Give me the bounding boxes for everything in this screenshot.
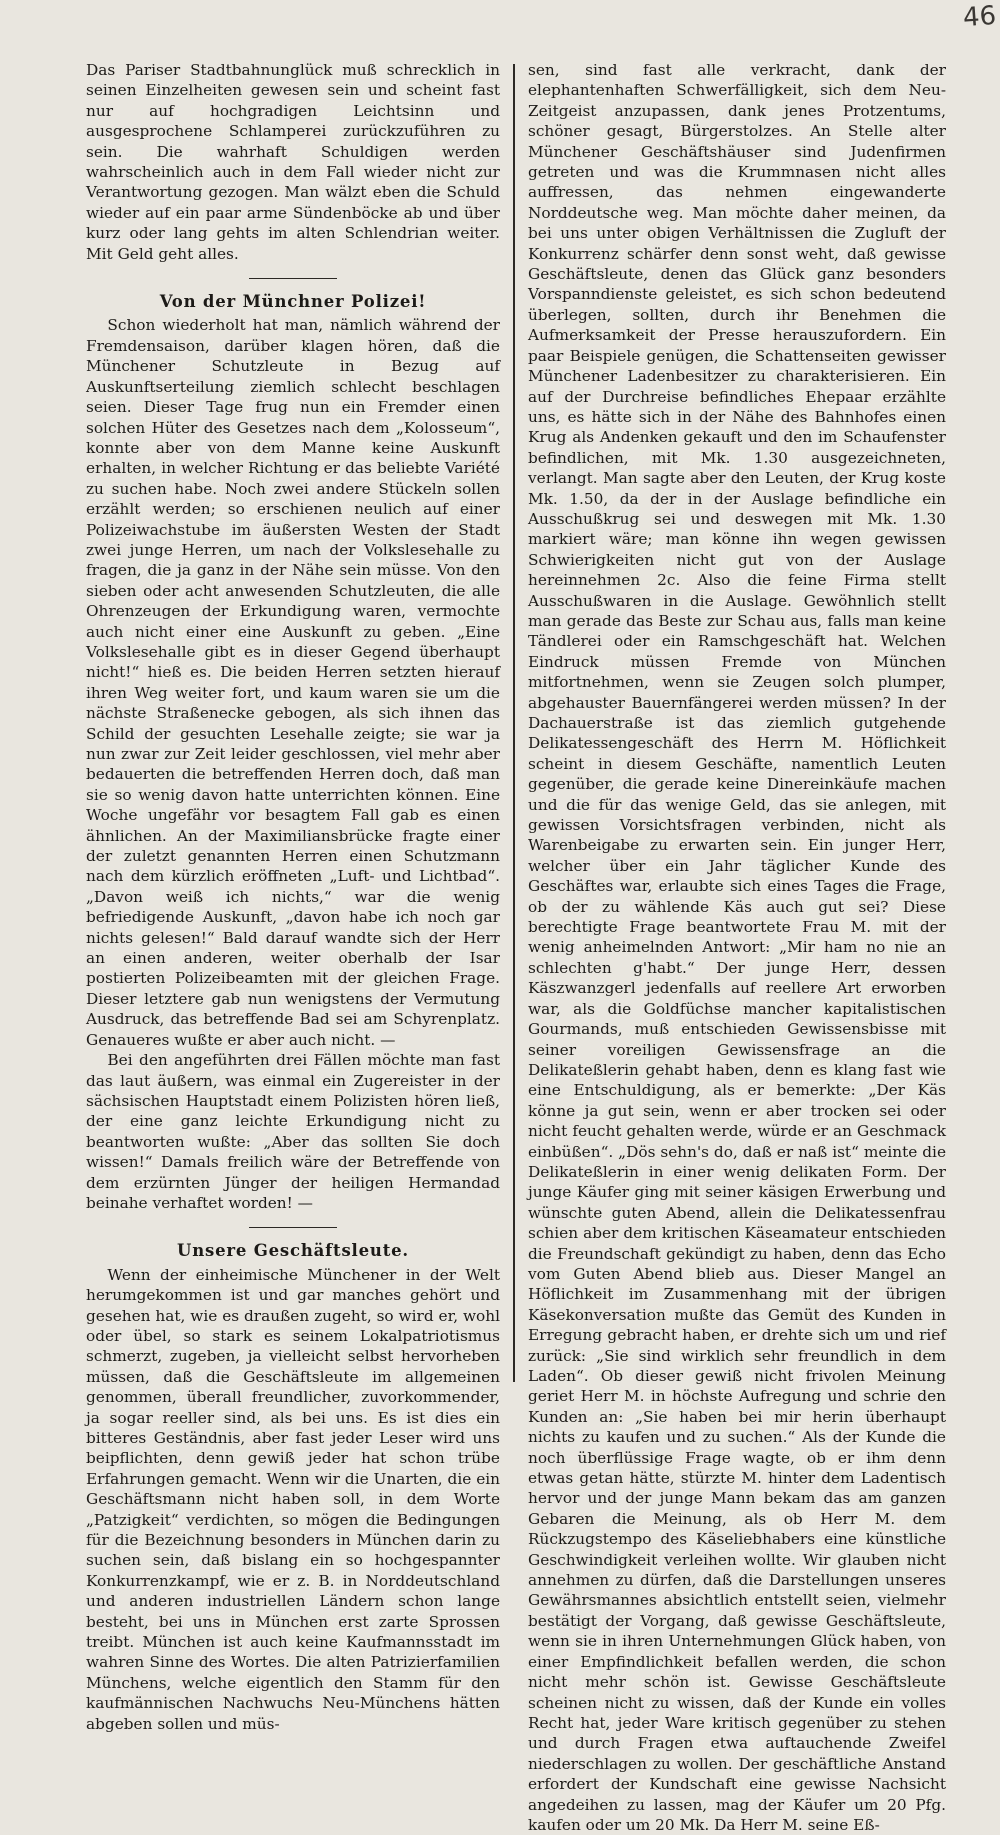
section-divider	[249, 1227, 337, 1228]
article-paris-accident: Das Pariser Stadtbahnunglück muß schrecklich in seinen Einzelheiten gewesen sein und scheint fast nur auf hochgradigen Leichtsinn und ausgesprochene Schlamperei zurückzuführen zu sein. Die wahrhaft Schuldigen werden wahrscheinlich auch in dem Fall wieder nicht zur Verantwortung gezogen. Man wälzt eben die Schuld wieder auf ein paar arme Sündenböcke ab und über kurz oder lang gehts im alten Schlendrian weiter. Mit Geld geht alles.	[86, 61, 500, 263]
left-column	[86, 60, 500, 1733]
right-column	[528, 60, 946, 1834]
heading-our-businesspeople: Unsere Geschäftsleute.	[177, 1241, 409, 1261]
column-divider	[513, 64, 515, 1382]
section-divider	[249, 278, 337, 279]
article-police-paragraph-1: Schon wiederholt hat man, nämlich während der Fremdensaison, darüber klagen hören, daß die Münchener Schutzleute in Bezug auf Auskunftserteilung ziemlich schlecht beschlagen seien. Dieser Tage frug nun ein Fremder einen solchen Hüter des Gesetzes nach dem „Kolosseum“, konnte aber von dem Manne keine Auskunft erhalten, in welcher Richtung er das beliebte Variété zu suchen habe. Noch zwei andere Stückeln sollen erzählt werden; so erschienen neulich auf einer Polizeiwachstube im äußersten Westen der Stadt zwei junge Herren, um nach der Volkslesehalle zu fragen, die ja ganz in der Nähe sein müsse. Von den sieben oder acht anwesenden Schutzleuten, die alle Ohrenzeugen der Erkundigung waren, vermochte auch nicht einer eine Auskunft zu geben. „Eine Volkslesehalle gibt es in dieser Gegend überhaupt nicht!“ hieß es. Die beiden Herren setzten hierauf ihren Weg weiter fort, und kaum waren sie um die nächste Straßenecke gebogen, als sich ihnen das Schild der gesuchten Lesehalle zeigte; sie war ja nun zwar zur Zeit leider geschlossen, viel mehr aber bedauerten die betreffenden Herren doch, daß man sie so wenig davon hatte unterrichten können. Eine Woche ungefähr vor besagtem Fall gab es einen ähnlichen. An der Maximiliansbrücke fragte einer der zuletzt genannten Herren einen Schutzmann nach dem kürzlich eröffneten „Luft- und Lichtbad“. „Davon weiß ich nichts,“ war die wenig befriedigende Auskunft, „davon habe ich noch gar nichts gelesen!“ Bald darauf wandte sich der Herr an einen anderen, weiter oberhalb der Isar postierten Polizeibeamten mit der gleichen Frage. Dieser letztere gab nun wenigstens der Vermutung Ausdruck, das betreffende Bad sei am Schyrenplatz. Genaueres wußte er aber auch nicht. —	[86, 316, 500, 1049]
article-police-paragraph-2: Bei den angeführten drei Fällen möchte man fast das laut äußern, was einmal ein Zugereister in der sächsischen Hauptstadt einem Polizisten hören ließ, der eine ganz leichte Erkundigung nicht zu beantworten wußte: „Aber das sollten Sie doch wissen!“ Damals freilich wäre der Betreffende von dem erzürnten Jünger der heiligen Hermandad beinahe verhaftet worden! —	[86, 1051, 500, 1212]
heading-munich-police: Von der Münchner Polizei!	[159, 292, 427, 312]
article-business-continued: sen, sind fast alle verkracht, dank der elephantenhaften Schwerfälligkeit, sich dem Neu-Zeitgeist anzupassen, dank jenes Protzentums, schöner gesagt, Bürgerstolzes. An Stelle alter Münchener Geschäftshäuser sind Judenfirmen getreten und was die Krummnasen nicht alles auffressen, das nehmen eingewanderte Norddeutsche weg. Man möchte daher meinen, da bei uns unter obigen Verhältnissen die Zugluft der Konkurrenz schärfer denn sonst weht, daß gewisse Geschäftsleute, denen das Glück ganz besonders Vorspanndienste geleistet, es sich schon bedeutend überlegen, sollten, durch ihr Benehmen die Aufmerksamkeit der Presse herauszufordern. Ein paar Beispiele genügen, die Schattenseiten gewisser Münchener Ladenbesitzer zu charakterisieren. Ein auf der Durchreise befindliches Ehepaar erzählte uns, es hätte sich in der Nähe des Bahnhofes einen Krug als Andenken gekauft und den im Schaufenster befindlichen, mit Mk. 1.30 ausgezeichneten, verlangt. Man sagte aber den Leuten, der Krug koste Mk. 1.50, da der in der Auslage befindliche ein Ausschußkrug sei und deswegen mit Mk. 1.30 markiert wäre; man könne ihn wegen gewissen Schwierigkeiten nicht gut von der Auslage hereinnehmen 2c. Also die feine Firma stellt Ausschußwaren in die Auslage. Gewöhnlich stellt man gerade das Beste zur Schau aus, falls man keine Tändlerei oder ein Ramschgeschäft hat. Welchen Eindruck müssen Fremde von München mitfortnehmen, wenn sie Zeugen solch plumper, abgehauster Bauernfängerei werden müssen? In der Dachauerstraße ist das ziemlich gutgehende Delikatessengeschäft des Herrn M. Höflichkeit scheint in diesem Geschäfte, namentlich Leuten gegenüber, die gerade keine Dinereinkäufe machen und die für das wenige Geld, das sie anlegen, mit gewissen Vorsichtsfragen verbinden, nicht als Warenbeigabe zu erwarten sein. Ein junger Herr, welcher über ein Jahr täglicher Kunde des Geschäftes war, erlaubte sich eines Tages die Frage, ob der zu wählende Käs auch gut sei? Diese berechtigte Frage beantwortete Frau M. mit der wenig anheimelnden Antwort: „Mir ham no nie an schlechten g'habt.“ Der junge Herr, dessen Käszwanzgerl jedenfalls auf reellere Art erworben war, als die Goldfüchse mancher kapitalistischen Gourmands, muß entschieden Gewissensbisse mit seiner voreiligen Gewissensfrage an die Delikateßlerin gehabt haben, denn es klang fast wie eine Entschuldigung, als er bemerkte: „Der Käs könne ja gut sein, wenn er aber trocken sei oder nicht feucht gehalten werde, würde er an Geschmack einbüßen“. „Dös sehn's do, daß er naß ist“ meinte die Delikateßlerin in einer wenig delikaten Form. Der junge Käufer ging mit seiner käsigen Erwerbung und wünschte guten Abend, allein die Delikatessenfrau schien aber dem kritischen Käseamateur entschieden die Freundschaft gekündigt zu haben, denn das Echo vom Guten Abend blieb aus. Dieser Mangel an Höflichkeit im Zusammenhang mit der übrigen Käsekonversation mußte das Gemüt des Kunden in Erregung gebracht haben, er drehte sich um und rief zurück: „Sie sind wirklich sehr freundlich in dem Laden“. Ob dieser gewiß nicht frivolen Meinung geriet Herr M. in höchste Aufregung und schrie den Kunden an: „Sie haben bei mir herin überhaupt nichts zu kaufen und zu suchen.“ Als der Kunde die noch überflüssige Frage wagte, ob er ihm denn etwas getan hätte, stürzte M. hinter dem Ladentisch hervor und der junge Mann bekam das am ganzen Gebaren die Meinung, als ob Herr M. dem Rückzugstempo des Käseliebhabers eine künstliche Geschwindigkeit verleihen wollte. Wir glauben nicht annehmen zu dürfen, daß die Darstellungen unseres Gewährsmannes absichtlich entstellt seien, vielmehr bestätigt der Vorgang, daß gewisse Geschäftsleute, wenn sie in ihren Unternehmungen Glück haben, von einer Empfindlichkeit befallen werden, die schon nicht mehr schön ist. Gewisse Geschäftsleute scheinen nicht zu wissen, daß der Kunde ein volles Recht hat, jeder Ware kritisch gegenüber zu stehen und durch Fragen etwa auftauchende Zweifel niederschlagen zu wollen. Der geschäftliche Anstand erfordert der Kundschaft eine gewisse Nachsicht angedeihen zu lassen, mag der Käufer um 20 Pfg. kaufen oder um 20 Mk. Da Herr M. seine Eß-	[528, 61, 946, 1834]
article-business-paragraph-1: Wenn der einheimische Münchener in der Welt herumgekommen ist und gar manches gehört und gesehen hat, wie es draußen zugeht, so wird er, wohl oder übel, so stark es seinem Lokalpatriotismus schmerzt, zugeben, ja vielleicht selbst hervorheben müssen, daß die Geschäftsleute im allgemeinen genommen, überall freundlicher, zuvorkommender, ja sogar reeller sind, als bei uns. Es ist dies ein bitteres Geständnis, aber fast jeder Leser wird uns beipflichten, denn gewiß jeder hat schon trübe Erfahrungen gemacht. Wenn wir die Unarten, die ein Geschäftsmann nicht haben soll, in dem Worte „Patzigkeit“ verdichten, so mögen die Bedingungen für die Bezeichnung besonders in München darin zu suchen sein, daß bislang ein so hochgespannter Konkurrenzkampf, wie er z. B. in Norddeutschland und anderen industriellen Ländern schon lange besteht, bei uns in München erst zarte Sprossen treibt. München ist auch keine Kaufmannsstadt im wahren Sinne des Wortes. Die alten Patrizierfamilien Münchens, welche eigentlich den Stamm für den kaufmännischen Nachwuchs Neu-Münchens hätten abgeben sollen und müs-	[86, 1265, 500, 1733]
page-number: 46	[961, 0, 998, 34]
